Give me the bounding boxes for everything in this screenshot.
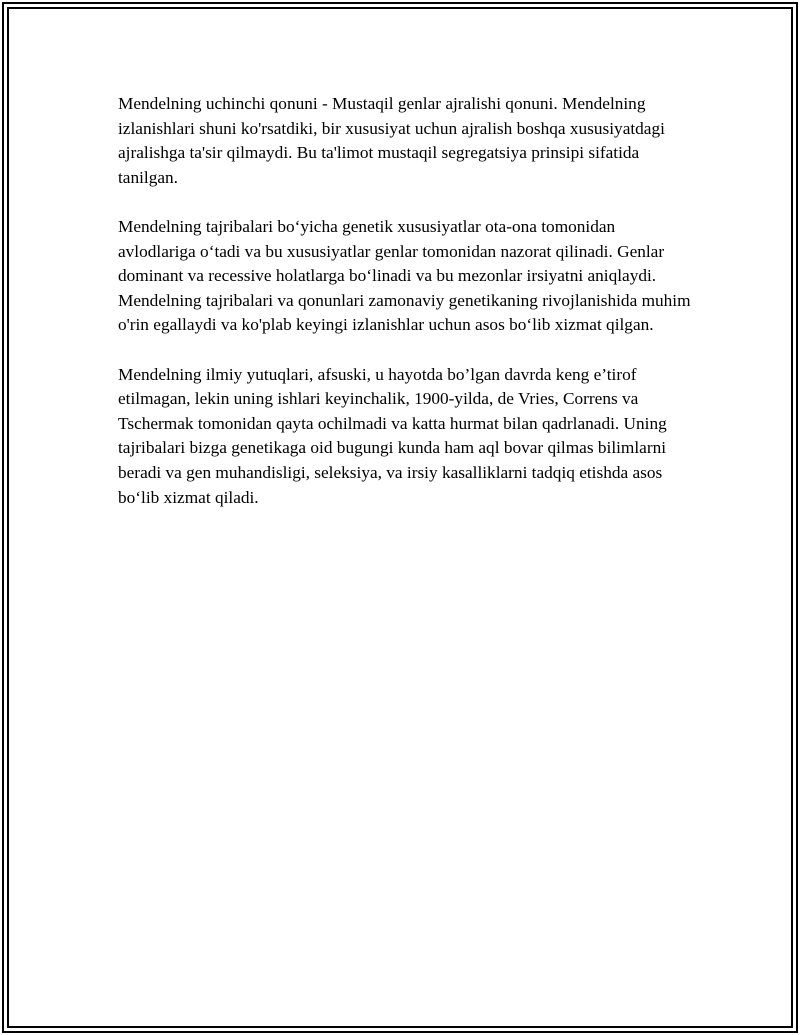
paragraph-mendel-third-law: Mendelning uchinchi qonuni - Mustaqil genlar ajralishi qonuni. Mendelning izlanishlari shuni ko'rsatdiki, bir xususiyat uchun ajralish boshqa xususiyatdagi ajralishga ta'sir qilmaydi. Bu ta'limot mustaqil segregatsiya prinsipi sifatida tanilgan. [118, 94, 665, 187]
document-body [118, 92, 693, 535]
paragraph-scientific-recognition: Mendelning ilmiy yutuqlari, afsuski, u hayotda bo’lgan davrda keng e’tirof etilmagan, lekin uning ishlari keyinchalik, 1900-yilda, de Vries, Correns va Tschermak tomonidan qayta ochilmadi va katta hurmat bilan qadrlanadi. Uning tajribalari bizga genetikaga oid bugungi kunda ham aql bovar qilmas bilimlarni beradi va gen muhandisligi, seleksiya, va irsiy kasalliklarni tadqiq etishda asos bo‘lib xizmat qiladi. [118, 364, 667, 507]
paragraph-genetic-traits: Mendelning tajribalari bo‘yicha genetik xususiyatlar ota-ona tomonidan avlodlariga o‘tadi va bu xususiyatlar genlar tomonidan nazorat qilinadi. Genlar dominant va recessive holatlarga bo‘linadi va bu mezonlar irsiyatni aniqlaydi. Mendelning tajribalari va qonunlari zamonaviy genetikaning rivojlanishida muhim o'rin egallaydi va ko'plab keyingi izlanishlar uchun asos bo‘lib xizmat qilgan. [118, 216, 691, 335]
